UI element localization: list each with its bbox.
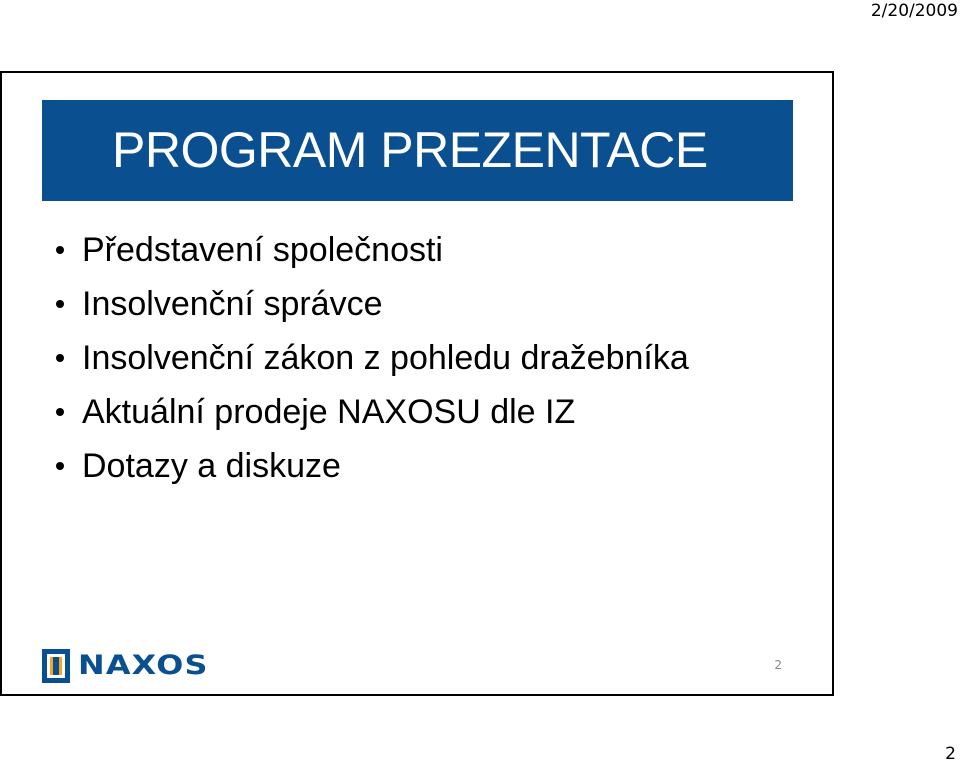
bullet-text: Aktuální prodeje NAXOSU dle IZ xyxy=(82,393,576,431)
page-number: 2 xyxy=(945,744,956,764)
bullet-text: Insolvenční zákon z pohledu dražebníka xyxy=(82,339,689,377)
slide xyxy=(0,71,834,696)
logo-text: NAXOS xyxy=(78,650,209,681)
bullet-icon xyxy=(56,300,64,308)
slide-title: PROGRAM PREZENTACE xyxy=(112,122,708,178)
bullet-text: Představení společnosti xyxy=(82,231,443,269)
slide-number: 2 xyxy=(774,658,782,672)
bullet-list xyxy=(50,223,689,493)
bullet-icon xyxy=(56,354,64,362)
naxos-logo-icon xyxy=(42,649,70,683)
bullet-text: Dotazy a diskuze xyxy=(82,447,341,485)
bullet-item xyxy=(50,277,689,331)
bullet-icon xyxy=(56,408,64,416)
title-bar xyxy=(42,100,793,201)
naxos-logo xyxy=(42,648,209,684)
bullet-icon xyxy=(56,246,64,254)
bullet-icon xyxy=(56,462,64,470)
bullet-text: Insolvenční správce xyxy=(82,285,383,323)
print-date: 2/20/2009 xyxy=(870,1,958,21)
bullet-item xyxy=(50,439,689,493)
bullet-item xyxy=(50,223,689,277)
bullet-item xyxy=(50,331,689,385)
bullet-item xyxy=(50,385,689,439)
